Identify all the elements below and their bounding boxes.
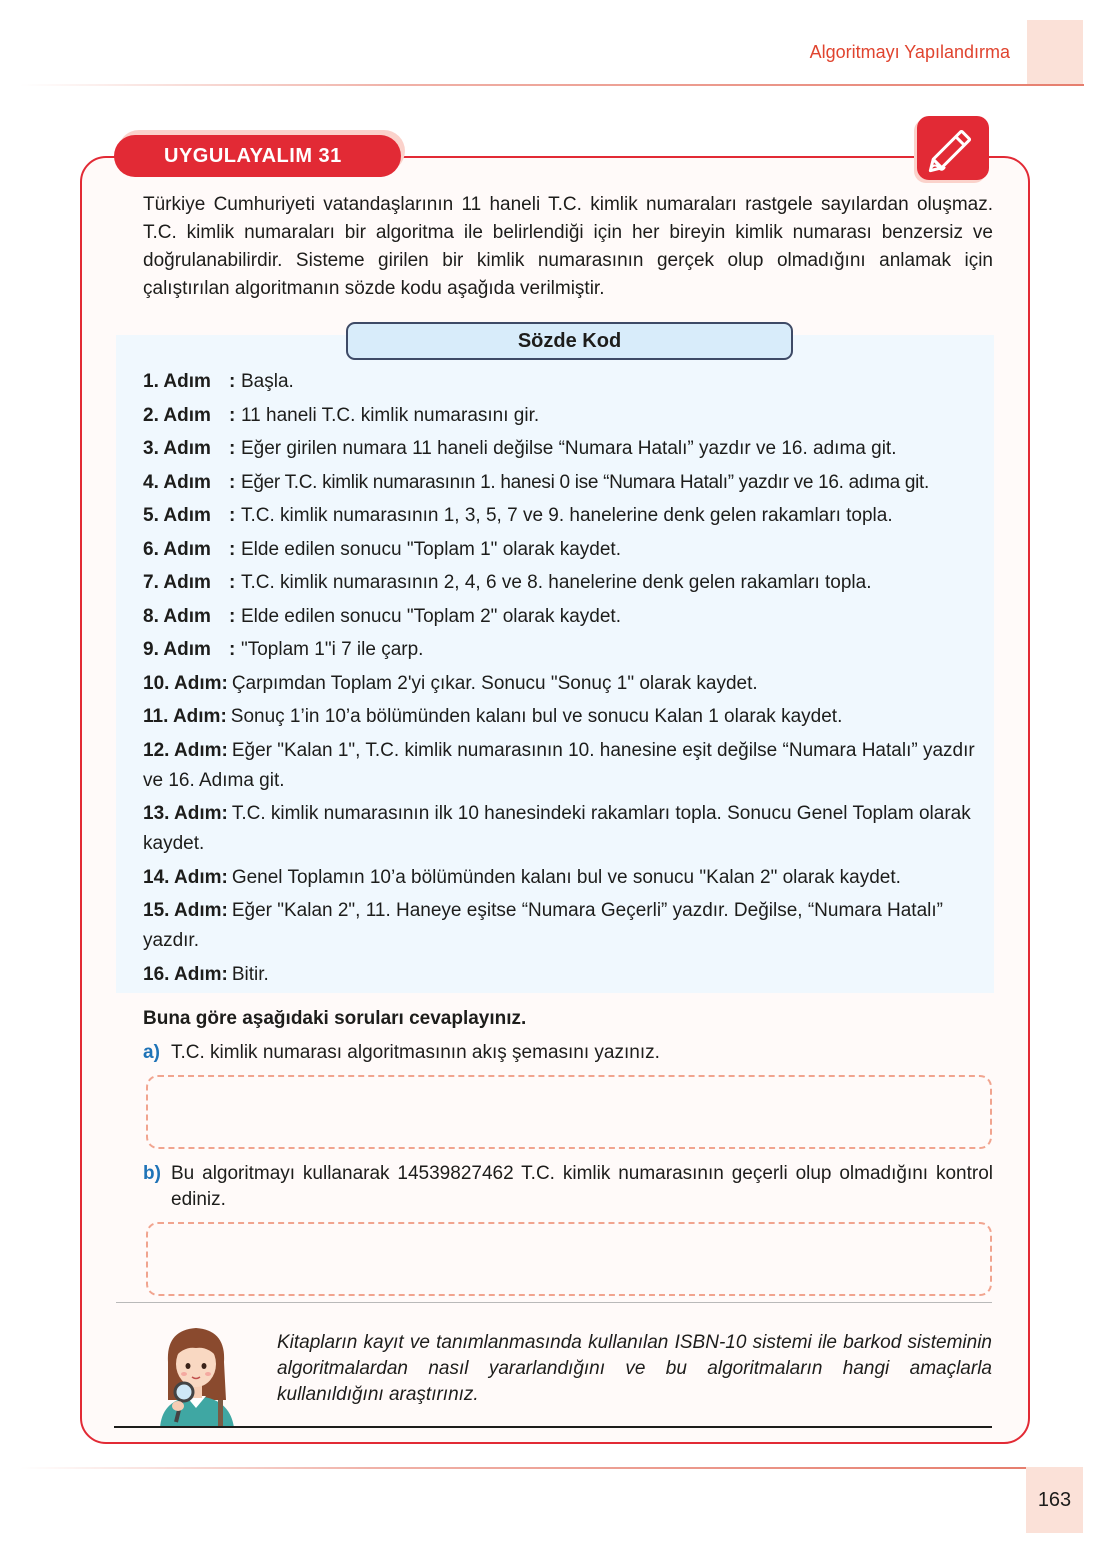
step-text: Genel Toplamın 10’a bölümünden kalanı bul ve sonucu "Kalan 2" olarak kaydet. xyxy=(231,866,901,888)
girl-with-magnifier-illustration xyxy=(156,1322,238,1428)
step-number: 9. Adım xyxy=(143,639,211,660)
step-12 xyxy=(143,736,993,796)
pencil-icon xyxy=(917,116,989,180)
step-text: T.C. kimlik numarasının 1, 3, 5, 7 ve 9. hanelerine denk gelen rakamları topla. xyxy=(241,505,893,526)
step-number: 12. Adım: xyxy=(143,739,228,761)
activity-label: UYGULAYALIM 31 xyxy=(114,135,401,177)
section-title: Algoritmayı Yapılandırma xyxy=(809,42,1010,62)
step-number: 4. Adım xyxy=(143,471,211,493)
step-number: 8. Adım xyxy=(143,605,211,627)
step-text: Eğer "Kalan 2", 11. Haneye eşitse “Numara Geçerli” yazdır. Değilse, “Numara Hatalı” yazdır. xyxy=(143,900,943,951)
step-3: 3. Adım : Eğer girilen numara 11 haneli değilse “Numara Hatalı” yazdır ve 16. adıma git. xyxy=(143,434,993,464)
step-number: 11. Adım: xyxy=(143,706,227,727)
step-text: "Toplam 1"i 7 ile çarp. xyxy=(241,639,424,660)
step-text: Eğer T.C. kimlik numarasının 1. hanesi 0 ise “Numara Hatalı” yazdır ve 16. adıma git. xyxy=(241,471,930,493)
step-11 xyxy=(143,702,993,732)
step-text: Çarpımdan Toplam 2'yi çıkar. Sonucu "Sonuç 1" olarak kaydet. xyxy=(231,672,758,694)
step-number: 7. Adım xyxy=(143,572,211,593)
step-text: Bitir. xyxy=(231,963,269,985)
step-number: 2. Adım xyxy=(143,404,211,426)
question-letter: a) xyxy=(143,1042,160,1063)
step-number: 6. Adım xyxy=(143,538,211,560)
question-text: T.C. kimlik numarası algoritmasının akış şemasını yazınız. xyxy=(171,1042,660,1063)
section-divider xyxy=(116,1302,992,1303)
answer-box-b[interactable] xyxy=(146,1222,992,1296)
bottom-rule xyxy=(114,1426,992,1428)
step-13 xyxy=(143,799,993,859)
intro-paragraph: Türkiye Cumhuriyeti vatandaşlarının 11 haneli T.C. kimlik numaraları rastgele sayılardan oluşmaz. T.C. kimlik numaraları bir algoritma ile belirlendiği için her bireyin kimlik numarası benzersiz ve doğrulanabilirdir. Sisteme girilen bir kimlik numarasının gerçek olup olmadığını anlamak için çalıştırılan algoritmanın sözde kodu aşağıda verilmiştir. xyxy=(143,194,993,299)
step-text: Eğer "Kalan 1", T.C. kimlik numarasının 10. hanesine eşit değilse “Numara Hatalı” yazdır ve 16. Adıma git. xyxy=(143,739,975,791)
step-text: 11 haneli T.C. kimlik numarasını gir. xyxy=(241,404,540,426)
step-text: T.C. kimlik numarasının ilk 10 hanesindeki rakamları topla. Sonucu Genel Toplam olarak kaydet. xyxy=(143,803,971,854)
step-number: 14. Adım: xyxy=(143,866,228,888)
pseudocode-steps xyxy=(143,367,993,993)
step-5: 5. Adım : T.C. kimlik numarasının 1, 3, 5, 7 ve 9. hanelerine denk gelen rakamları topla. xyxy=(143,501,993,531)
step-text: Başla. xyxy=(241,371,294,392)
step-1: 1. Adım : Başla. xyxy=(143,367,993,397)
step-8: 8. Adım : Elde edilen sonucu "Toplam 2" olarak kaydet. xyxy=(143,602,993,632)
step-text: T.C. kimlik numarasının 2, 4, 6 ve 8. hanelerine denk gelen rakamları topla. xyxy=(241,572,872,593)
step-text: Elde edilen sonucu "Toplam 2" olarak kaydet. xyxy=(241,605,621,627)
pseudocode-title: Sözde Kod xyxy=(346,322,793,360)
step-9: 9. Adım : "Toplam 1"i 7 ile çarp. xyxy=(143,635,993,665)
footer-divider xyxy=(20,1467,1026,1469)
step-text: Sonuç 1’in 10’a bölümünden kalanı bul ve sonucu Kalan 1 olarak kaydet. xyxy=(230,706,843,727)
step-7: 7. Adım : T.C. kimlik numarasının 2, 4, 6 ve 8. hanelerine denk gelen rakamları topla. xyxy=(143,568,993,598)
step-text: Eğer girilen numara 11 haneli değilse “Numara Hatalı” yazdır ve 16. adıma git. xyxy=(241,438,897,459)
step-number: 5. Adım xyxy=(143,505,211,526)
step-number: 13. Adım: xyxy=(143,803,228,824)
step-number: 15. Adım: xyxy=(143,900,228,921)
step-6: 6. Adım : Elde edilen sonucu "Toplam 1" olarak kaydet. xyxy=(143,535,993,565)
step-14 xyxy=(143,863,993,893)
step-number: 1. Adım xyxy=(143,371,211,392)
header-tab xyxy=(1027,20,1083,84)
step-4: 4. Adım : Eğer T.C. kimlik numarasının 1. hanesi 0 ise “Numara Hatalı” yazdır ve 16. adıma git. xyxy=(143,468,993,498)
research-paragraph: Kitapların kayıt ve tanımlanmasında kullanılan ISBN-10 sistemi ile barkod sisteminin algoritmalardan nasıl yararlandığını ve bu algoritmaların hangi amaçlarla kullanıldığını araştırınız. xyxy=(277,1332,992,1405)
step-15 xyxy=(143,896,993,956)
step-16 xyxy=(143,960,993,990)
question-text: Bu algoritmayı kullanarak 14539827462 T.C. kimlik numarasının geçerli olup olmadığını kontrol ediniz. xyxy=(171,1163,993,1210)
step-text: Elde edilen sonucu "Toplam 1" olarak kaydet. xyxy=(241,538,621,560)
header-divider xyxy=(20,84,1084,86)
step-10 xyxy=(143,669,993,699)
step-number: 16. Adım: xyxy=(143,963,228,985)
step-number: 10. Adım: xyxy=(143,672,228,694)
question-a xyxy=(143,1040,993,1066)
step-number: 3. Adım xyxy=(143,438,211,459)
questions-heading: Buna göre aşağıdaki soruları cevaplayınız. xyxy=(143,1008,527,1029)
question-letter: b) xyxy=(143,1163,161,1184)
step-2: 2. Adım : 11 haneli T.C. kimlik numarasını gir. xyxy=(143,401,993,431)
question-b xyxy=(143,1161,993,1213)
answer-box-a[interactable] xyxy=(146,1075,992,1149)
page-number: 163 xyxy=(1026,1467,1083,1533)
